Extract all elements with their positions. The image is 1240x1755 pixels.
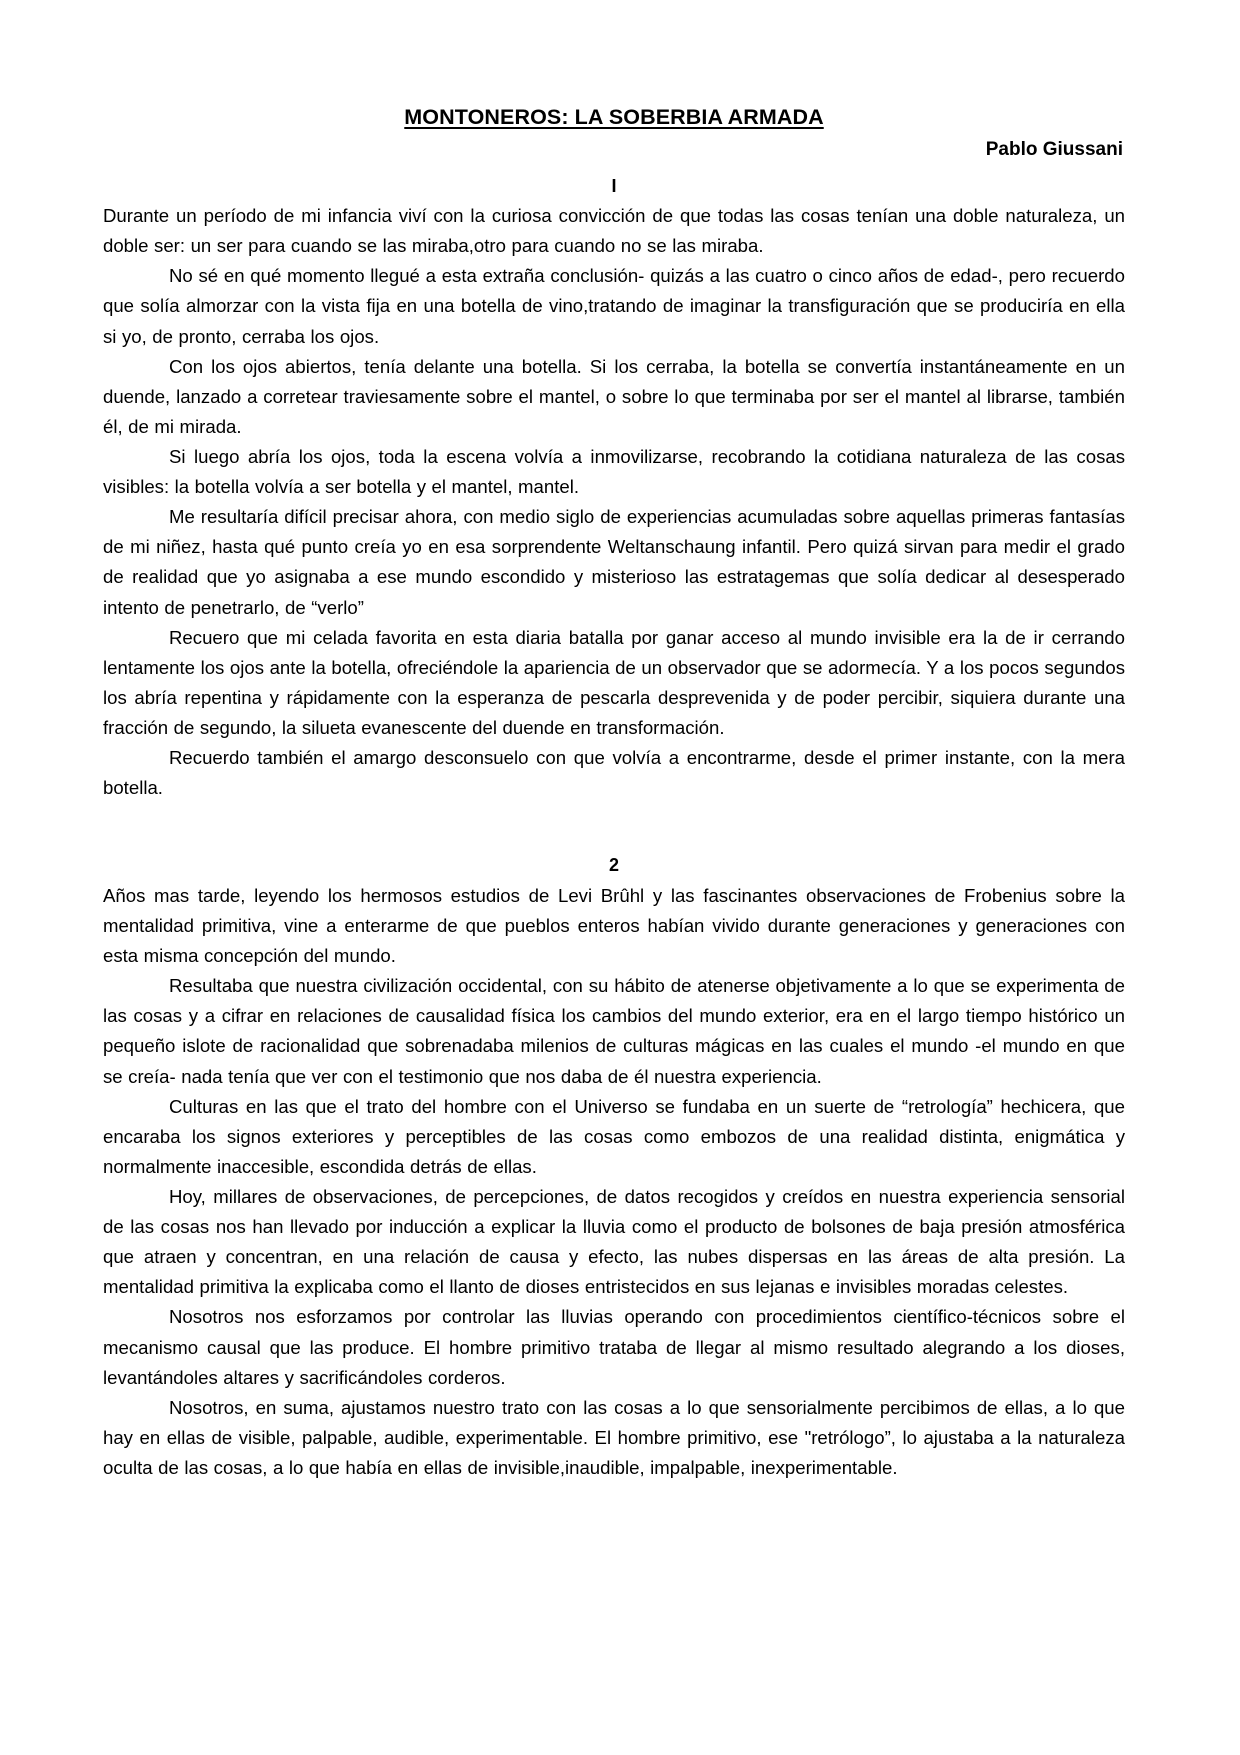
author-byline: Pablo Giussani bbox=[985, 138, 1123, 160]
paragraph: Me resultaría difícil precisar ahora, con medio siglo de experiencias acumuladas sobre aquellas primeras fantasías de mi niñez, hasta qué punto creía yo en esa sorprendente Weltanschaung infantil. Pero quizá sirvan para medir el grado de realidad que yo asignaba a ese mundo escondido y misterioso las estratagemas que solía dedicar al desesperado intento de penetrarlo, de “verlo” bbox=[103, 506, 1125, 618]
section-number-2: 2 bbox=[608, 855, 619, 876]
section-body-1 bbox=[103, 201, 1125, 803]
section-number-1: I bbox=[611, 175, 617, 196]
page-title-text: MONTONEROS: LA SOBERBIA ARMADA bbox=[404, 105, 824, 129]
paragraph: Culturas en las que el trato del hombre con el Universo se fundaba en un suerte de “retrología” hechicera, que encaraba los signos exteriores y perceptibles de las cosas como embozos de una realidad distinta, enigmática y normalmente inaccesible, escondida detrás de ellas. bbox=[103, 1095, 1125, 1177]
paragraph: Si luego abría los ojos, toda la escena volvía a inmovilizarse, recobrando la cotidiana naturaleza de las cosas visibles: la botella volvía a ser botella y el mantel, mantel. bbox=[103, 446, 1125, 498]
paragraph: No sé en qué momento llegué a esta extraña conclusión- quizás a las cuatro o cinco años de edad-, pero recuerdo que solía almorzar con la vista fija en una botella de vino,tratando de imaginar la transfiguración que se produciría en ella si yo, de pronto, cerraba los ojos. bbox=[103, 265, 1125, 347]
paragraph: Nosotros, en suma, ajustamos nuestro trato con las cosas a lo que sensorialmente percibimos de ellas, a lo que hay en ellas de visible, palpable, audible, experimentable. El hombre primitivo, ese "retrólogo”, lo ajustaba a la naturaleza oculta de las cosas, a lo que había en ellas de invisible,inaudible, impalpable, inexperimentable. bbox=[103, 1396, 1125, 1479]
paragraph: Con los ojos abiertos, tenía delante una botella. Si los cerraba, la botella se convertía instantáneamente en un duende, lanzado a corretear traviesamente sobre el mantel, o sobre lo que terminaba por ser el mantel al librarse, también él, de mi mirada. bbox=[103, 355, 1125, 437]
section-body-2 bbox=[103, 881, 1125, 1483]
paragraph: Recuerdo también el amargo desconsuelo con que volvía a encontrarme, desde el primer instante, con la mera botella. bbox=[103, 747, 1125, 799]
paragraph: Durante un período de mi infancia viví con la curiosa convicción de que todas las cosas tenían una doble naturaleza, un doble ser: un ser para cuando se las miraba,otro para cuando no se las miraba. bbox=[103, 205, 1125, 257]
paragraph: Hoy, millares de observaciones, de percepciones, de datos recogidos y creídos en nuestra experiencia sensorial de las cosas nos han llevado por inducción a explicar la lluvia como el producto de bolsones de baja presión atmosférica que atraen y concentran, en una relación de causa y efecto, las nubes dispersas en las áreas de alta presión. La mentalidad primitiva la explicaba como el llanto de dioses entristecidos en sus lejanas e invisibles moradas celestes. bbox=[103, 1186, 1125, 1298]
paragraph: Nosotros nos esforzamos por controlar las lluvias operando con procedimientos científico-técnicos sobre el mecanismo causal que las produce. El hombre primitivo trataba de llegar al mismo resultado alegrando a los dioses, levantándoles altares y sacrificándoles corderos. bbox=[103, 1306, 1125, 1388]
paragraph: Resultaba que nuestra civilización occidental, con su hábito de atenerse objetivamente a lo que se experimenta de las cosas y a cifrar en relaciones de causalidad física los cambios del mundo exterior, era en el largo tiempo histórico un pequeño islote de racionalidad que sobrenadaba milenios de culturas mágicas en las cuales el mundo -el mundo en que se creía- nada tenía que ver con el testimonio que nos daba de él nuestra experiencia. bbox=[103, 975, 1125, 1087]
page-title bbox=[103, 104, 1125, 131]
paragraph: Recuero que mi celada favorita en esta diaria batalla por ganar acceso al mundo invisible era la de ir cerrando lentamente los ojos ante la botella, ofreciéndole la apariencia de un observador que se adormecía. Y a los pocos segundos los abría repentina y rápidamente con la esperanza de pescarla desprevenida y de poder percibir, siquiera durante una fracción de segundo, la silueta evanescente del duende en transformación. bbox=[103, 626, 1125, 739]
paragraph: Años mas tarde, leyendo los hermosos estudios de Levi Brûhl y las fascinantes observaciones de Frobenius sobre la mentalidad primitiva, vine a enterarme de que pueblos enteros habían vivido durante generaciones y generaciones con esta misma concepción del mundo. bbox=[103, 884, 1125, 967]
